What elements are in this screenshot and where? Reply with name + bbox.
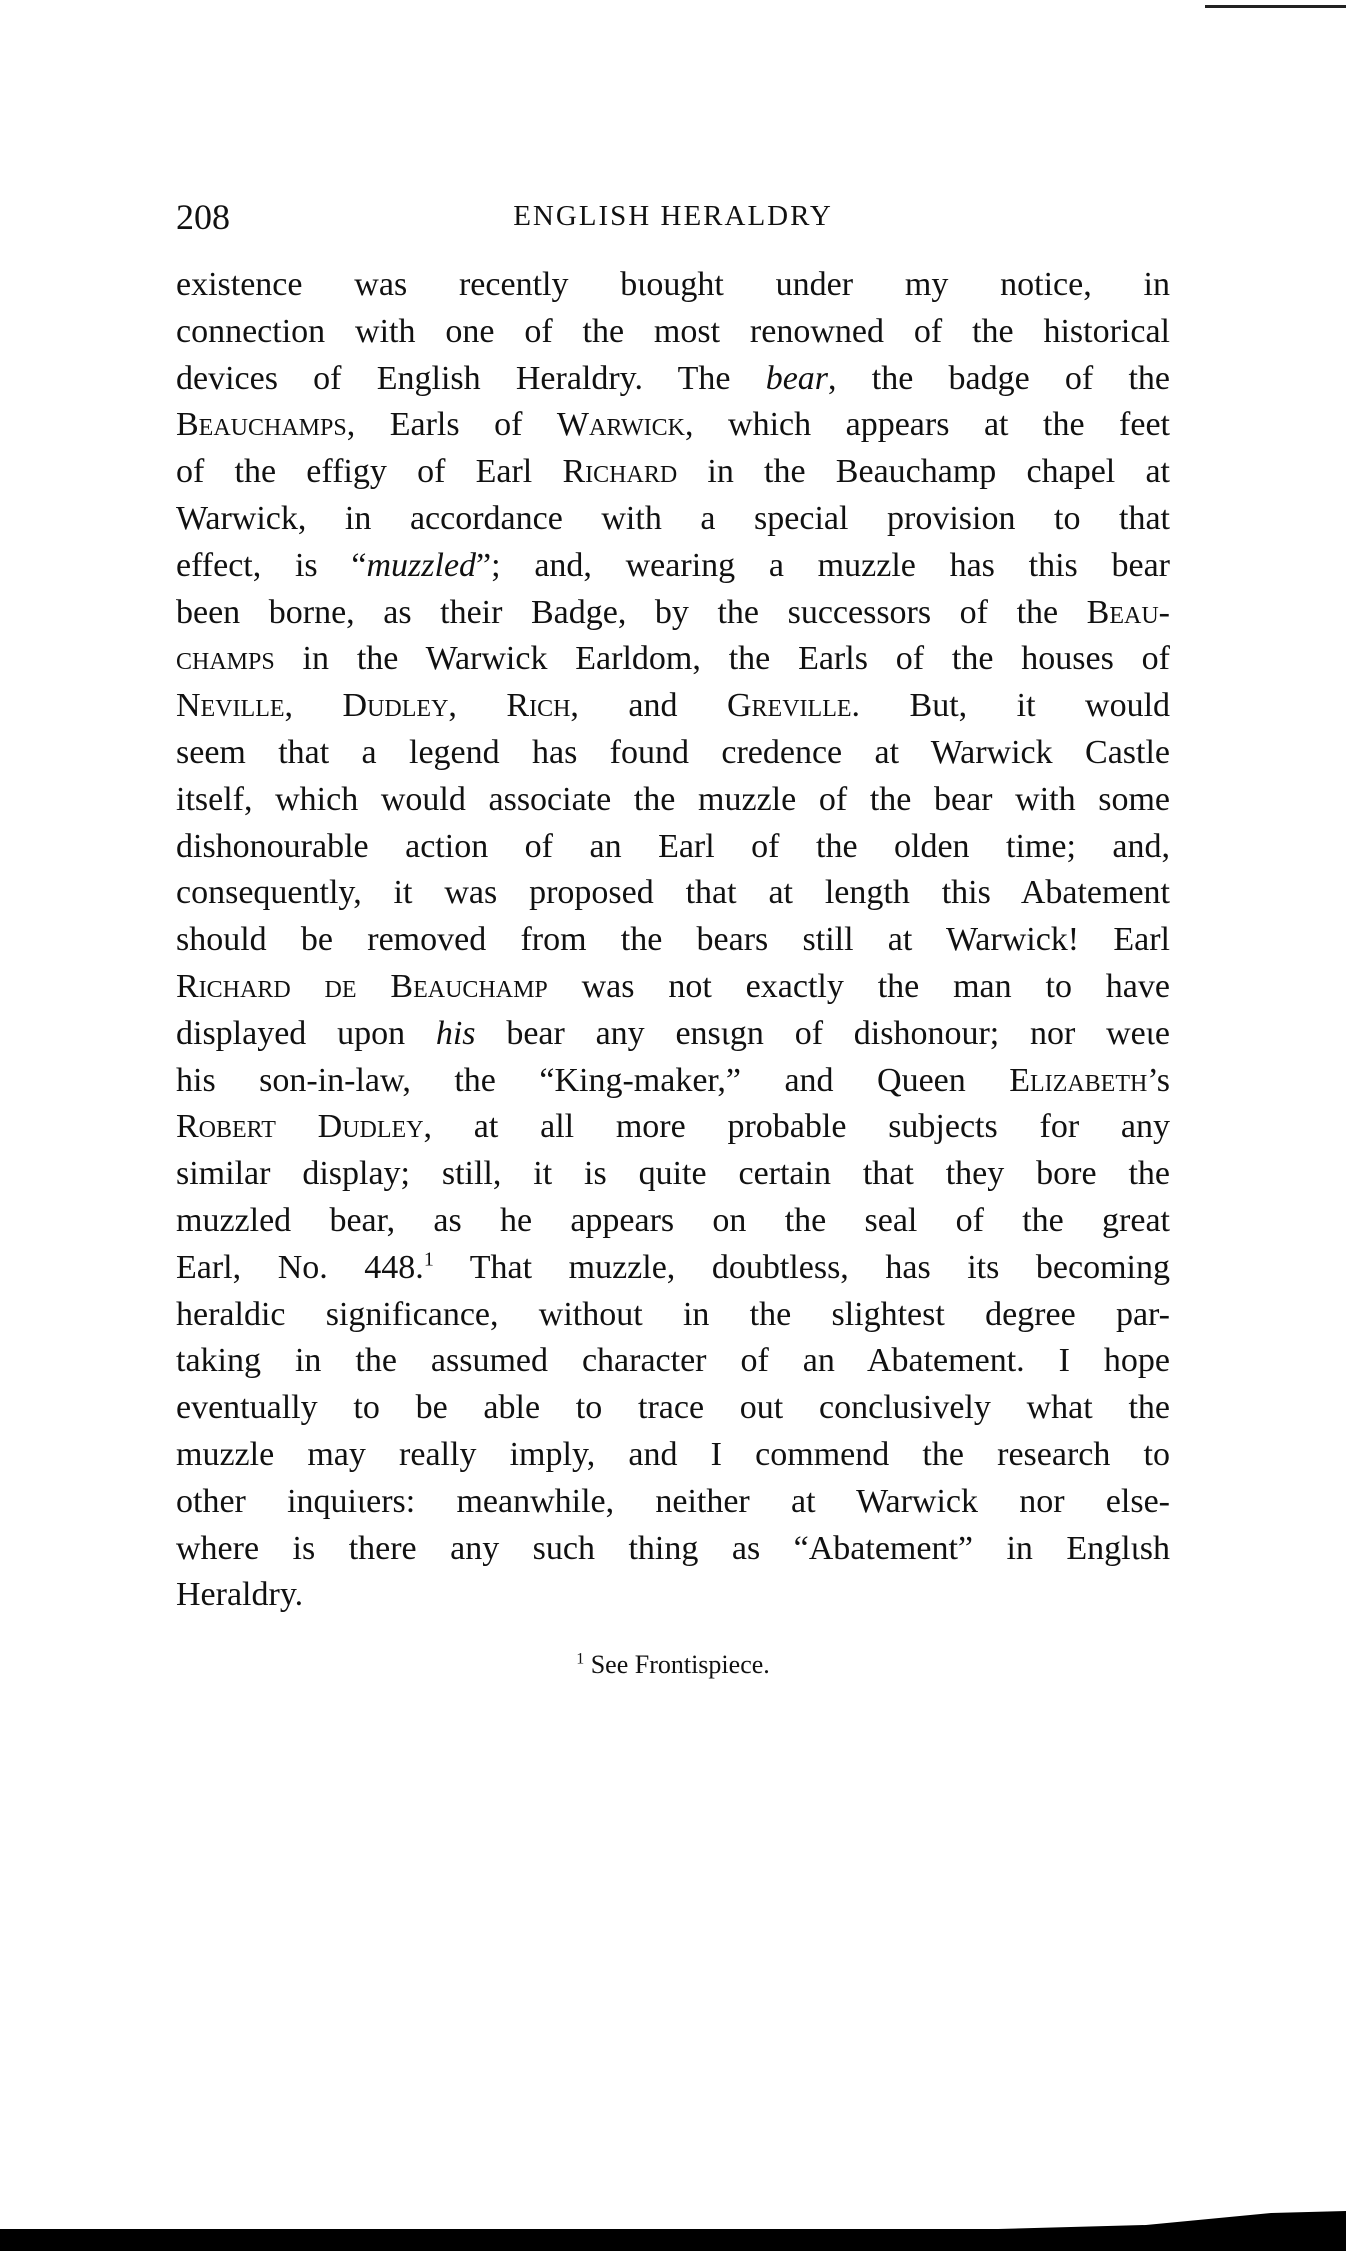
text-line bbox=[176, 1058, 1170, 1105]
text-segment: in the Beauchamp chapel at bbox=[677, 453, 1170, 491]
text-line bbox=[176, 309, 1170, 356]
small-caps-name: Richard de Beauchamp bbox=[176, 967, 548, 1005]
text-line bbox=[176, 1198, 1170, 1245]
text-segment: Heraldry. bbox=[176, 1576, 304, 1614]
small-caps-name: Greville bbox=[727, 687, 852, 725]
text-segment: effect, is “ bbox=[176, 546, 367, 584]
text-line bbox=[176, 1432, 1170, 1479]
text-segment: , bbox=[448, 687, 507, 725]
text-segment: of the effigy of Earl bbox=[176, 453, 563, 491]
text-segment: ’s bbox=[1147, 1061, 1170, 1099]
text-line bbox=[176, 1572, 1170, 1619]
text-line bbox=[176, 262, 1170, 309]
text-segment: heraldic significance, without in the slightest degree par- bbox=[176, 1295, 1170, 1333]
text-line bbox=[176, 1151, 1170, 1198]
text-segment: That muzzle, doubtless, has its becoming bbox=[433, 1248, 1170, 1286]
small-caps-name: Warwick bbox=[556, 406, 686, 444]
text-line bbox=[176, 870, 1170, 917]
text-line bbox=[176, 1292, 1170, 1339]
text-segment: ”; and, wearing a muzzle has this bear bbox=[476, 546, 1170, 584]
text-line bbox=[176, 777, 1170, 824]
small-caps-name: Elizabeth bbox=[1009, 1061, 1148, 1099]
text-segment: Warwick, in accordance with a special provision to that bbox=[176, 499, 1170, 537]
text-segment: dishonourable action of an Earl of the olden time; and, bbox=[176, 827, 1170, 865]
text-line bbox=[176, 964, 1170, 1011]
text-line bbox=[176, 1526, 1170, 1573]
running-head: ENGLISH HERALDRY bbox=[513, 200, 833, 232]
text-segment: , the badge of the bbox=[828, 359, 1171, 397]
page-number: 208 bbox=[176, 197, 230, 237]
text-segment: similar display; still, it is quite certain that they bore the bbox=[176, 1155, 1170, 1193]
italic-text: bear bbox=[765, 359, 829, 397]
text-segment: seem that a legend has found credence at Warwick Castle bbox=[176, 733, 1170, 771]
text-line bbox=[176, 449, 1170, 496]
text-segment: existence was recently bιought under my notice, in bbox=[176, 266, 1170, 303]
text-segment: eventually to be able to trace out conclusively what the bbox=[176, 1389, 1170, 1427]
text-line bbox=[176, 590, 1170, 637]
small-caps-name: Neville bbox=[176, 687, 285, 725]
text-segment: where is there any such thing as “Abatement” in Englιsh bbox=[176, 1529, 1170, 1567]
text-segment: , which appears at the feet bbox=[685, 406, 1170, 444]
text-segment: , and bbox=[570, 687, 727, 725]
text-segment: itself, which would associate the muzzle of the bear with some bbox=[176, 780, 1170, 818]
footnote-reference: 1 bbox=[423, 1248, 434, 1271]
text-line bbox=[176, 824, 1170, 871]
text-segment: bear any ensιgn of dishonour; nor weιe bbox=[475, 1014, 1170, 1052]
text-line bbox=[176, 730, 1170, 777]
text-segment: should be removed from the bears still at Warwick! Earl bbox=[176, 921, 1170, 959]
small-caps-name: Beauchamps bbox=[176, 406, 347, 444]
text-segment: in the Warwick Earldom, the Earls of the houses of bbox=[274, 640, 1170, 678]
text-segment: muzzled bear, as he appears on the seal of the great bbox=[176, 1201, 1170, 1239]
page-header bbox=[176, 196, 1170, 242]
text-line bbox=[176, 1479, 1170, 1526]
small-caps-name: Beau- bbox=[1086, 593, 1170, 631]
text-segment: displayed upon bbox=[176, 1014, 436, 1052]
text-line bbox=[176, 1385, 1170, 1432]
text-line bbox=[176, 917, 1170, 964]
italic-text: muzzled bbox=[366, 546, 477, 584]
text-segment: , at all more probable subjects for any bbox=[423, 1108, 1170, 1146]
scan-edge-line bbox=[1205, 5, 1346, 8]
text-line bbox=[176, 636, 1170, 683]
footnote bbox=[176, 1650, 1170, 1680]
text-line bbox=[176, 402, 1170, 449]
footnote-text: See Frontispiece. bbox=[584, 1650, 770, 1679]
text-segment: . But, it would bbox=[851, 687, 1171, 725]
text-segment: devices of English Heraldry. The bbox=[176, 359, 766, 397]
text-segment: Earl, No. 448. bbox=[176, 1248, 424, 1286]
text-line bbox=[176, 1011, 1170, 1058]
text-line bbox=[176, 496, 1170, 543]
text-line bbox=[176, 1245, 1170, 1292]
text-line bbox=[176, 1104, 1170, 1151]
text-line bbox=[176, 1338, 1170, 1385]
text-segment: muzzle may really imply, and I commend the research to bbox=[176, 1435, 1170, 1473]
text-segment: his son-in-law, the “King-maker,” and Queen bbox=[176, 1061, 1010, 1099]
small-caps-name: Dudley bbox=[342, 687, 449, 725]
text-line bbox=[176, 683, 1170, 730]
small-caps-name: Robert Dudley bbox=[176, 1108, 424, 1146]
scan-bottom-edge-shadow bbox=[846, 2211, 1346, 2251]
italic-text: his bbox=[435, 1014, 476, 1052]
text-line bbox=[176, 356, 1170, 403]
small-caps-name: Richard bbox=[562, 453, 678, 491]
text-segment: taking in the assumed character of an Abatement. I hope bbox=[176, 1342, 1170, 1380]
text-segment: consequently, it was proposed that at length this Abatement bbox=[176, 874, 1170, 912]
small-caps-name: champs bbox=[176, 640, 275, 678]
text-segment: , Earls of bbox=[346, 406, 557, 444]
text-segment: was not exactly the man to have bbox=[547, 967, 1170, 1005]
text-segment: , bbox=[284, 687, 343, 725]
footnote-marker: 1 bbox=[576, 1650, 585, 1668]
body-text bbox=[176, 262, 1170, 1619]
small-caps-name: Rich bbox=[506, 687, 571, 725]
text-segment: been borne, as their Badge, by the successors of the bbox=[176, 593, 1087, 631]
text-segment: connection with one of the most renowned of the historical bbox=[176, 312, 1170, 350]
text-line bbox=[176, 543, 1170, 590]
text-segment: other inquiιers: meanwhile, neither at Warwick nor else- bbox=[176, 1482, 1170, 1520]
